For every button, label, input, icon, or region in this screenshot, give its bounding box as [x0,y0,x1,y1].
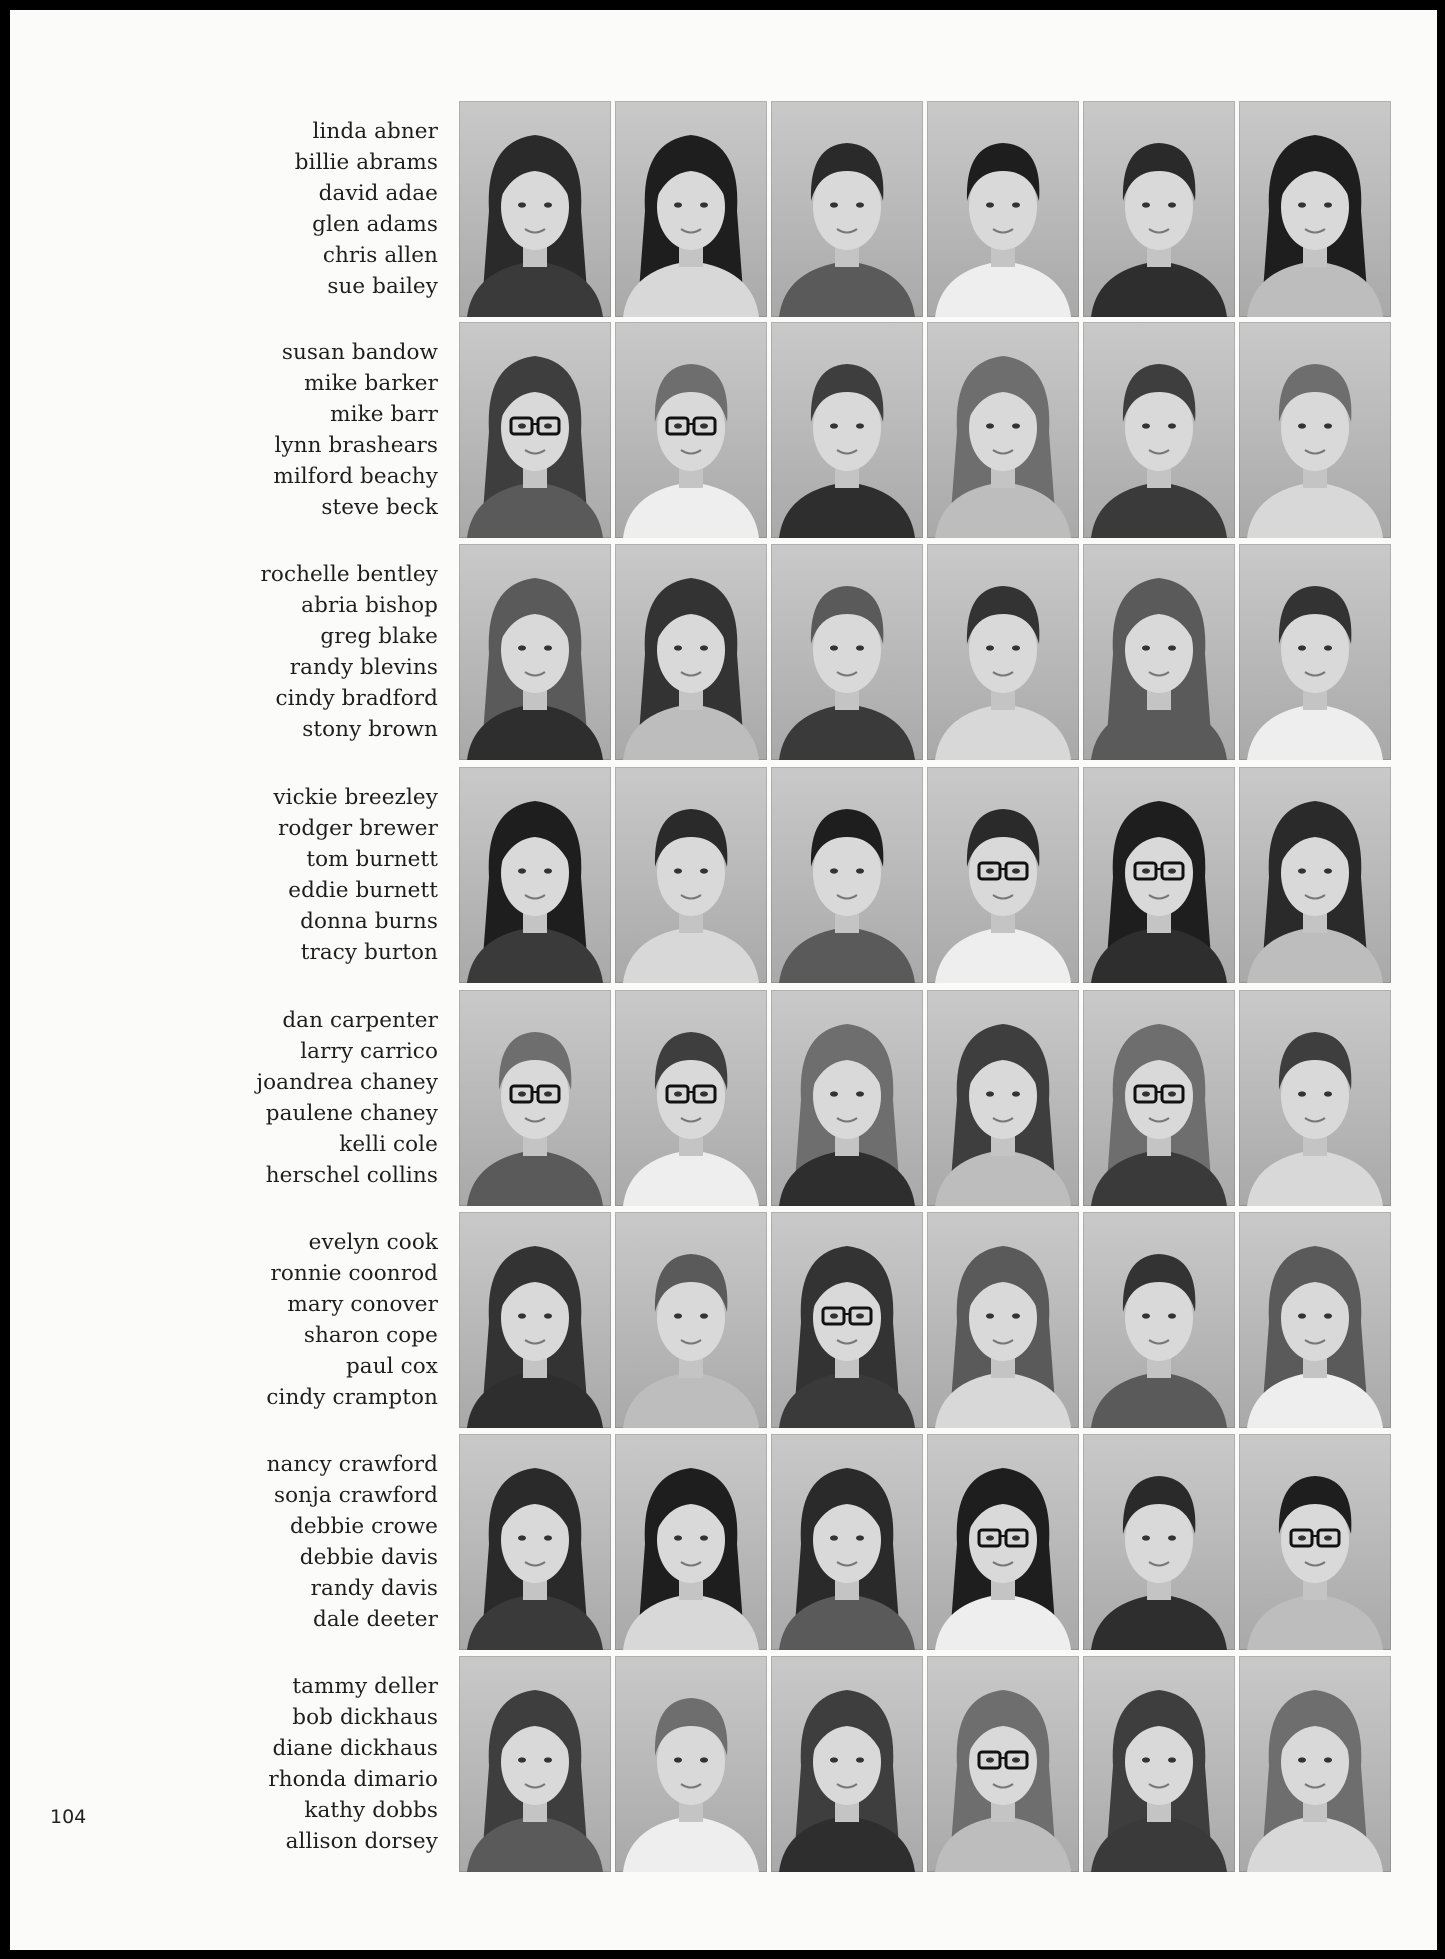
student-portrait [1083,990,1235,1206]
student-portrait [771,1212,923,1428]
name-list [130,322,438,523]
student-portrait [927,1656,1079,1872]
student-portrait [1239,1212,1391,1428]
student-name: tammy deller [292,1674,438,1699]
student-name: herschel collins [265,1163,438,1188]
student-name: mike barker [304,371,438,396]
student-portrait [771,322,923,538]
student-name: billie abrams [294,150,438,175]
student-portrait [459,767,611,983]
student-name: debbie davis [299,1545,438,1570]
student-portrait [459,544,611,760]
student-name: dale deeter [313,1607,438,1632]
photo-strip [459,1212,1405,1430]
student-name: vickie breezley [273,785,438,810]
name-list [130,1656,438,1857]
name-list [130,1434,438,1635]
student-portrait [615,1656,767,1872]
student-portrait [771,1656,923,1872]
student-name: dan carpenter [282,1008,438,1033]
student-name: rodger brewer [277,816,438,841]
student-name: lynn brashears [274,433,438,458]
student-name: david adae [318,181,438,206]
student-name: tom burnett [306,847,438,872]
student-name: eddie burnett [288,878,438,903]
student-name: cindy bradford [275,686,438,711]
student-portrait [459,101,611,317]
student-portrait [615,544,767,760]
student-name: sharon cope [303,1323,438,1348]
student-portrait [927,1212,1079,1428]
student-portrait [927,322,1079,538]
student-name: kathy dobbs [304,1798,438,1823]
student-name: ronnie coonrod [270,1261,438,1286]
student-portrait [1083,1212,1235,1428]
student-portrait [459,1212,611,1428]
yearbook-page [10,10,1437,1950]
student-name: glen adams [312,212,438,237]
student-portrait [1239,1434,1391,1650]
student-name: chris allen [322,243,438,268]
photo-strip [459,544,1405,762]
student-name: mike barr [330,402,438,427]
student-name: stony brown [302,717,438,742]
page-number: 104 [50,1806,87,1828]
student-portrait [615,990,767,1206]
student-portrait [1239,101,1391,317]
student-portrait [1239,322,1391,538]
student-portrait [927,544,1079,760]
student-name: nancy crawford [266,1452,438,1477]
student-portrait [459,322,611,538]
student-portrait [927,767,1079,983]
student-name: tracy burton [300,940,438,965]
student-name: susan bandow [281,340,438,365]
student-portrait [927,101,1079,317]
student-name: randy blevins [289,655,438,680]
student-name: paul cox [345,1354,438,1379]
student-portrait [1239,767,1391,983]
student-name: kelli cole [339,1132,438,1157]
student-portrait [615,1212,767,1428]
name-list [130,1212,438,1413]
photo-strip [459,322,1405,540]
student-portrait [927,990,1079,1206]
student-name: rhonda dimario [268,1767,438,1792]
photo-strip [459,990,1405,1208]
student-portrait [1083,101,1235,317]
student-portrait [459,990,611,1206]
student-name: milford beachy [273,464,438,489]
photo-strip [459,1656,1405,1874]
student-portrait [615,101,767,317]
student-portrait [1239,544,1391,760]
student-portrait [771,767,923,983]
name-list [130,990,438,1191]
student-portrait [1083,767,1235,983]
student-portrait [1083,544,1235,760]
student-name: allison dorsey [285,1829,438,1854]
student-name: cindy crampton [266,1385,438,1410]
student-portrait [459,1656,611,1872]
student-portrait [615,767,767,983]
student-portrait [1083,1434,1235,1650]
student-name: abria bishop [301,593,438,618]
student-name: steve beck [321,495,438,520]
student-name: evelyn cook [308,1230,438,1255]
student-portrait [1239,1656,1391,1872]
student-portrait [615,1434,767,1650]
student-portrait [927,1434,1079,1650]
student-portrait [1083,322,1235,538]
student-name: donna burns [300,909,438,934]
student-name: sue bailey [327,274,438,299]
name-list [130,767,438,968]
student-name: linda abner [312,119,438,144]
student-portrait [459,1434,611,1650]
student-name: paulene chaney [265,1101,438,1126]
student-portrait [771,990,923,1206]
student-portrait [1083,1656,1235,1872]
student-name: larry carrico [300,1039,438,1064]
student-portrait [771,544,923,760]
photo-strip [459,101,1405,319]
student-portrait [771,1434,923,1650]
student-name: rochelle bentley [260,562,438,587]
student-name: greg blake [320,624,438,649]
student-name: diane dickhaus [272,1736,438,1761]
photo-strip [459,1434,1405,1652]
student-portrait [615,322,767,538]
student-name: bob dickhaus [292,1705,438,1730]
name-list [130,101,438,302]
student-name: sonja crawford [273,1483,438,1508]
student-name: joandrea chaney [256,1070,438,1095]
student-name: debbie crowe [289,1514,438,1539]
name-list [130,544,438,745]
student-name: randy davis [310,1576,438,1601]
student-name: mary conover [287,1292,438,1317]
student-portrait [1239,990,1391,1206]
student-portrait [771,101,923,317]
photo-strip [459,767,1405,985]
